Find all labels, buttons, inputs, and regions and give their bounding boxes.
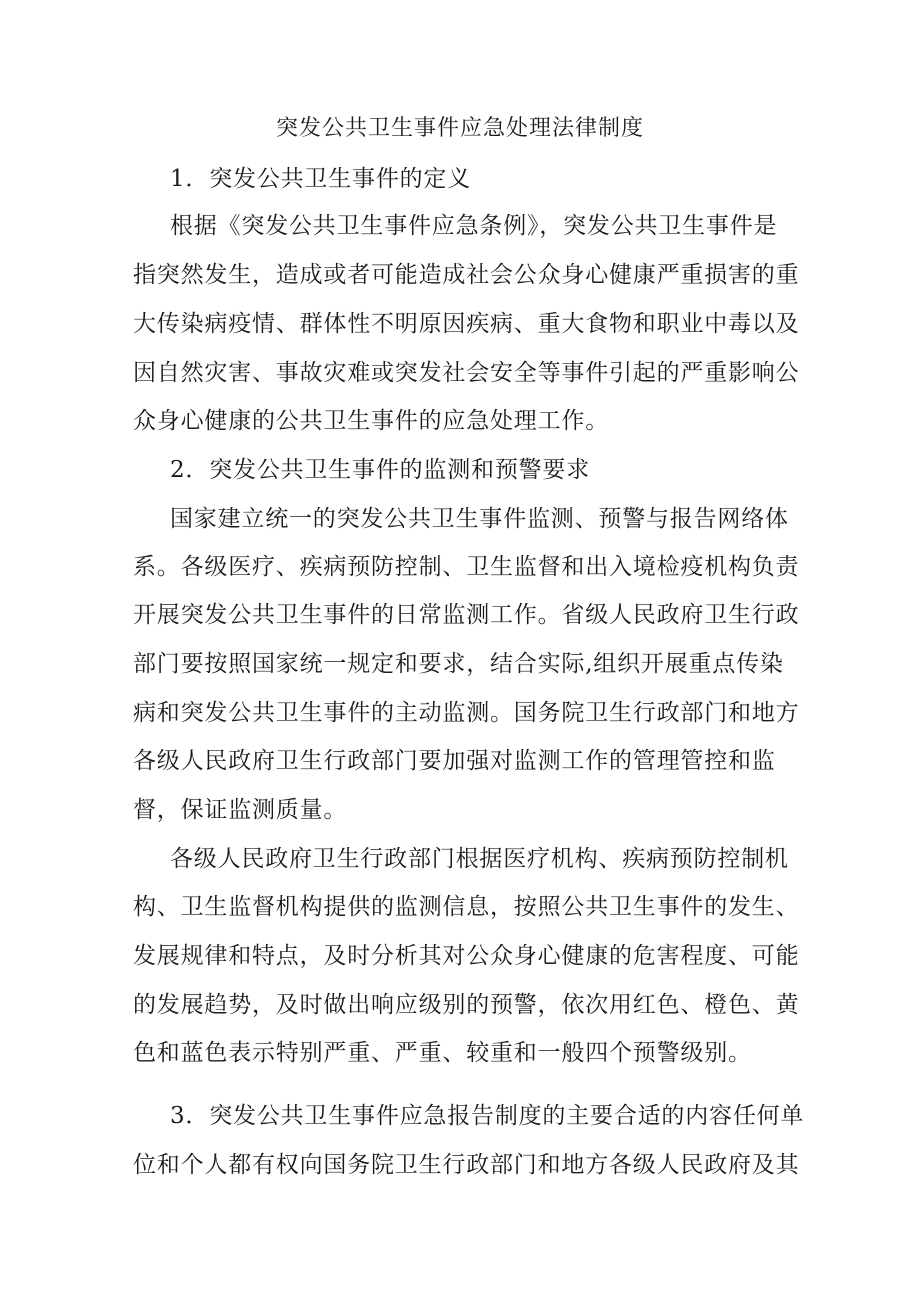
paragraph-line: 各级人民政府卫生行政部门要加强对监测工作的管理管控和监	[133, 748, 776, 774]
paragraph-line: 色和蓝色表示特别严重、严重、较重和一般四个预警级别。	[133, 1040, 752, 1066]
section-heading-1: 1．突发公共卫生事件的定义	[170, 166, 472, 192]
paragraph-line: 系。各级医疗、疾病预防控制、卫生监督和出入境检疫机构负责	[133, 554, 800, 580]
paragraph-line: 指突然发生，造成或者可能造成社会公众身心健康严重损害的重	[133, 262, 800, 288]
paragraph-line: 发展规律和特点，及时分析其对公众身心健康的危害程度、可能	[133, 943, 800, 969]
paragraph-line: 国家建立统一的突发公共卫生事件监测、预警与报告网络体	[170, 506, 789, 532]
paragraph-line: 开展突发公共卫生事件的日常监测工作。省级人民政府卫生行政	[133, 602, 800, 628]
document-title: 突发公共卫生事件应急处理法律制度	[275, 116, 644, 141]
paragraph-line: 各级人民政府卫生行政部门根据医疗机构、疾病预防控制机	[170, 846, 789, 872]
section-heading-2: 2．突发公共卫生事件的监测和预警要求	[170, 457, 591, 483]
paragraph-line: 构、卫生监督机构提供的监测信息，按照公共卫生事件的发生、	[133, 894, 800, 920]
paragraph-line: 大传染病疫情、群体性不明原因疾病、重大食物和职业中毒以及	[133, 311, 800, 337]
paragraph-line: 督，保证监测质量。	[133, 797, 348, 823]
section-heading-3: 3．突发公共卫生事件应急报告制度的主要合适的内容任何单	[170, 1103, 805, 1129]
paragraph-line: 的发展趋势，及时做出响应级别的预警，依次用红色、橙色、黄	[133, 992, 800, 1018]
paragraph-line: 位和个人都有权向国务院卫生行政部门和地方各级人民政府及其	[133, 1152, 800, 1178]
paragraph-line: 因自然灾害、事故灾难或突发社会安全等事件引起的严重影响公	[133, 360, 800, 386]
paragraph-line: 根据《突发公共卫生事件应急条例》，突发公共卫生事件是	[170, 213, 778, 239]
paragraph-line: 病和突发公共卫生事件的主动监测。国务院卫生行政部门和地方	[133, 700, 800, 726]
paragraph-line: 众身心健康的公共卫生事件的应急处理工作。	[133, 408, 609, 434]
paragraph-line: 部门要按照国家统一规定和要求，结合实际,组织开展重点传染	[133, 651, 784, 677]
